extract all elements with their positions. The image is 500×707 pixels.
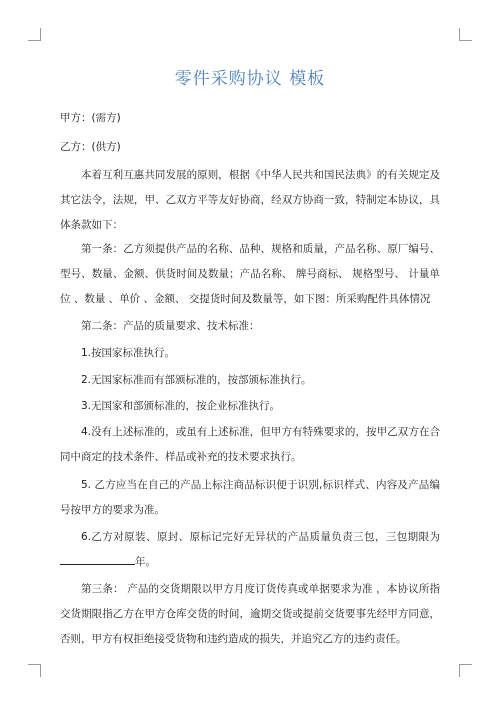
blank-line-2 <box>100 552 135 565</box>
intro-paragraph: 本着互利互惠共同发展的原则，根据《中华人民共和国民法典》的有关规定及其它法令，法规，甲、乙双方平等友好协商，经双方协商一致，特制定本协议，具体条款如下： <box>60 169 440 231</box>
party-b-line: 乙方：(供方) <box>60 141 121 153</box>
blank-line-1 <box>60 552 100 565</box>
standard-item-4: 4.没有上述标准的，或虽有上述标准，但甲方有特殊要求的，按甲乙双方在合同中商定的技术条件、样品或补充的技术要求执行。 <box>60 426 440 463</box>
party-a-line: 甲方：(需方) <box>60 112 121 124</box>
standard-item-2: 2.无国家标准而有部颁标准的，按部颁标准执行。 <box>81 374 312 386</box>
item-6-text: 6.乙方对原装、原封、原标记完好无异状的产品质量负责三包，三包期限为 <box>81 531 440 543</box>
page-corner-mark-bottom-left <box>28 664 41 677</box>
item-6-suffix: 年。 <box>135 556 156 568</box>
document-title: 零件采购协议 模板 <box>174 69 326 89</box>
article-3-paragraph: 第三条： 产品的交货期限以甲方月度订货传真或单据要求为准 ，本协议所指交货期限指乙方在甲方仓库交货的时间，逾期交货或提前交货要事先经甲方同意，否则，甲方有权拒绝接受货物和违约造成的损失，并追究乙方的违约责任。 <box>60 583 440 645</box>
page-corner-mark-top-left <box>28 28 41 41</box>
article-1-paragraph: 第一条：乙方须提供产品的名称、品种、规格和质量，产品名称、原厂编号、型号、数量、金额、供货时间及数量；产品名称、 牌号商标、 规格型号、 计量单位 、数量 、单价 、金额、 交提货时间及数量等，如下图：所采购配件具体情况 <box>60 243 440 305</box>
standard-item-5: 5. 乙方应当在自己的产品上标注商品标识便于识别,标识样式、内容及产品编号按甲方的要求为准。 <box>60 479 440 516</box>
standard-item-1: 1.按国家标准执行。 <box>81 347 176 359</box>
article-2-heading: 第二条：产品的质量要求、技术标准： <box>81 320 260 332</box>
standard-item-3: 3.无国家和部颁标准的，按企业标准执行。 <box>81 400 281 412</box>
standard-item-6 <box>60 525 440 575</box>
page-corner-mark-bottom-right <box>459 664 472 677</box>
page-corner-mark-top-right <box>459 28 472 41</box>
